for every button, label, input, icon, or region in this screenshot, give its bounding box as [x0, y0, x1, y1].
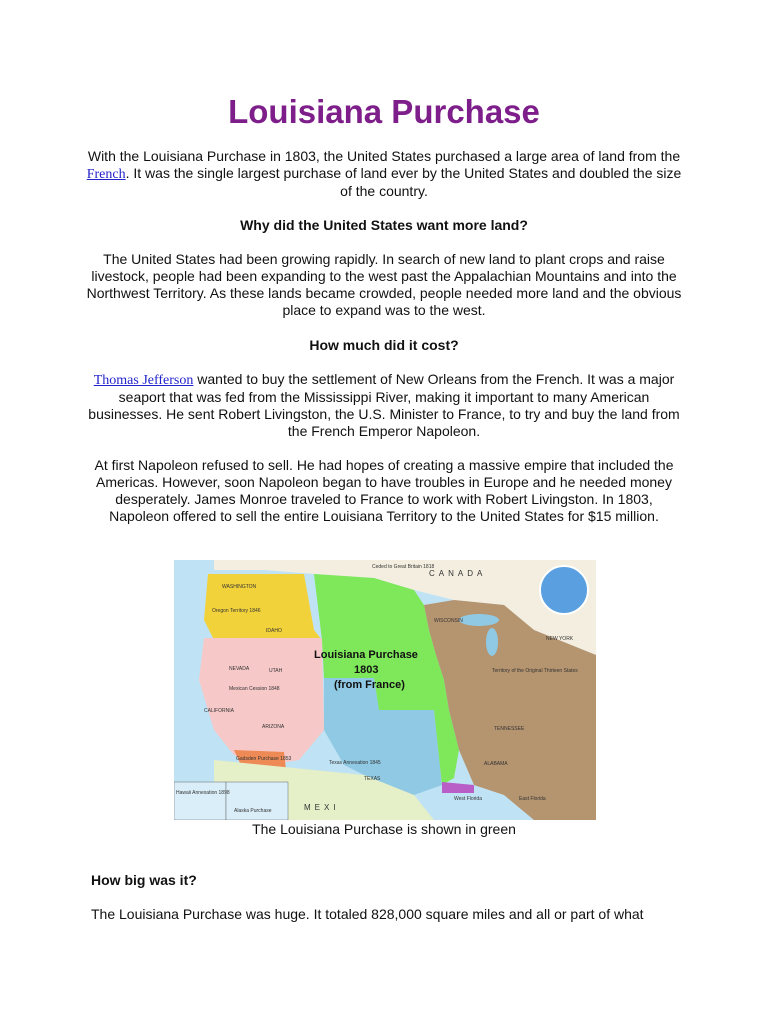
why-paragraph: The United States had been growing rapidly. In search of new land to plant crops and raise livestock, people had been expanding to the west past the Appalachian Mountains and into the Northwest Territory. As these lands became crowded, people needed more land and the obvious place to expand was to the west. [86, 251, 682, 318]
map-label-alabama: ALABAMA [484, 761, 508, 767]
intro-paragraph [84, 148, 684, 200]
hawaii-inset [174, 782, 226, 820]
map-label-idaho: IDAHO [266, 628, 282, 634]
map-label-original-states: Territory of the Original Thirteen States [492, 668, 578, 674]
map-svg [174, 560, 596, 820]
map-title-line-2: 1803 [354, 664, 379, 676]
map-label-texas: TEXAS [364, 776, 381, 782]
section-heading-size: How big was it? [91, 872, 197, 888]
map-label-east-florida: East Florida [519, 796, 546, 802]
cost-text-after-link: wanted to buy the settlement of New Orleans from the French. It was a major seaport that was fed from the Mississippi River, making it important to many American businesses. He sent Robert Livingston, the U.S. Minister to France, to try and buy the land from the French Emperor Napoleon. [88, 371, 680, 439]
lake-superior [459, 614, 499, 626]
section-body-cost-1 [84, 371, 684, 440]
globe-inset [540, 566, 588, 614]
map-label-gadsden: Gadsden Purchase 1853 [236, 756, 292, 762]
map-label-washington: WASHINGTON [222, 584, 257, 590]
map-title-line-1: Louisiana Purchase [314, 649, 418, 661]
map-label-tennessee: TENNESSEE [494, 726, 525, 732]
map-label-hawaii: Hawaii Annexation 1898 [176, 790, 230, 796]
alaska-inset [226, 782, 288, 820]
map-label-west-florida: West Florida [454, 796, 482, 802]
map-caption: The Louisiana Purchase is shown in green [252, 821, 516, 837]
napoleon-paragraph: At first Napoleon refused to sell. He had hopes of creating a massive empire that included the Americas. However, soon Napoleon began to have troubles in Europe and he needed money desperately. James Monroe traveled to France to work with Robert Livingston. In 1803, Napoleon offered to sell the entire Louisiana Territory to the United States for $15 million. [94, 457, 674, 524]
thomas-jefferson-link[interactable]: Thomas Jefferson [93, 373, 194, 388]
map-label-california: CALIFORNIA [204, 708, 235, 714]
map-label-arizona: ARIZONA [262, 724, 285, 730]
louisiana-purchase-map [174, 560, 596, 820]
section-body-size: The Louisiana Purchase was huge. It totaled 828,000 square miles and all or part of what [91, 906, 644, 922]
map-label-mexico: MEXI [304, 803, 340, 812]
map-title-line-3: (from France) [334, 679, 405, 691]
section-heading-why: Why did the United States want more land? [240, 217, 528, 233]
map-label-oregon: Oregon Territory 1846 [212, 608, 261, 614]
map-label-alaska: Alaska Purchase [234, 808, 272, 814]
map-label-canada: CANADA [429, 569, 487, 578]
intro-text-after-link: . It was the single largest purchase of land ever by the United States and doubled the size of the country. [125, 165, 682, 199]
map-label-utah: UTAH [269, 668, 283, 674]
map-label-mexican-cession: Mexican Cession 1848 [229, 686, 280, 692]
map-label-ceded: Ceded to Great Britain 1818 [372, 564, 435, 570]
lake-michigan [486, 628, 498, 656]
section-heading-cost: How much did it cost? [309, 337, 459, 353]
map-label-texas-annexation: Texas Annexation 1845 [329, 760, 381, 766]
map-label-new-york: NEW YORK [546, 636, 574, 642]
page-title: Louisiana Purchase [228, 93, 540, 130]
section-body-why [84, 251, 684, 319]
section-body-cost-2 [84, 457, 684, 525]
map-label-nevada: NEVADA [229, 666, 250, 672]
map-label-wisconsin: WISCONSIN [434, 618, 463, 624]
intro-text-before-link: With the Louisiana Purchase in 1803, the United States purchased a large area of land from the [87, 148, 681, 164]
french-link[interactable]: French [86, 167, 126, 182]
